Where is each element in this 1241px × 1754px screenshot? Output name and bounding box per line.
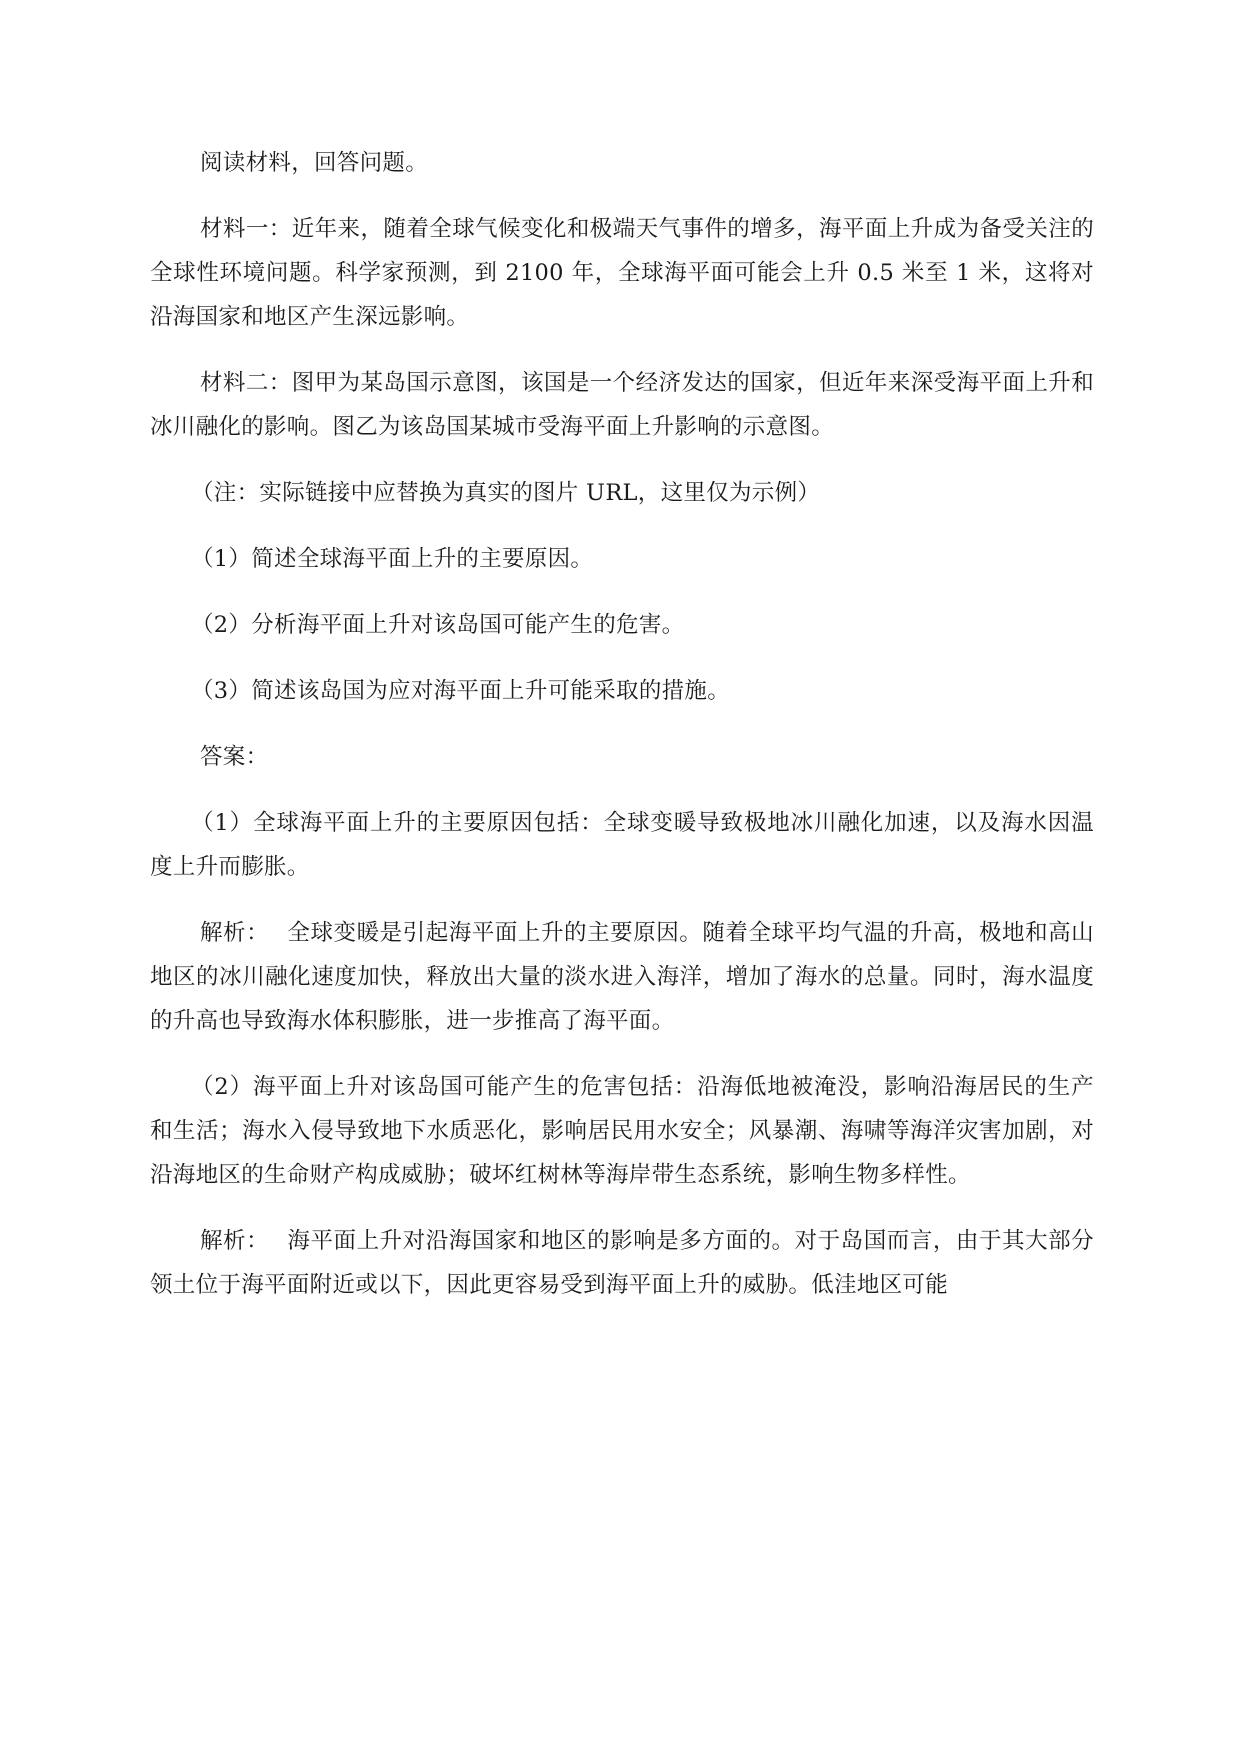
question-2: （2）分析海平面上升对该岛国可能产生的危害。 xyxy=(191,612,685,638)
analysis-text: 海平面上升对沿海国家和地区的影响是多方面的。对于岛国而言，由于其大部分领土位于海平面附近或以下，因此更容易受到海平面上升的威胁。低洼地区可能 xyxy=(150,1228,1094,1298)
answer-heading: 答案： xyxy=(200,744,269,770)
question-1: （1）简述全球海平面上升的主要原因。 xyxy=(191,546,594,572)
note-paragraph: （注：实际链接中应替换为真实的图片 URL，这里仅为示例） xyxy=(191,480,821,506)
analysis-label: 解析： xyxy=(200,920,270,946)
answer-1: （1）全球海平面上升的主要原因包括：全球变暖导致极地冰川融化加速，以及海水因温度上升而膨胀。 xyxy=(150,810,1094,880)
analysis-2 xyxy=(150,1219,1094,1307)
question-3: （3）简述该岛国为应对海平面上升可能采取的措施。 xyxy=(191,678,731,704)
answer-2: （2）海平面上升对该岛国可能产生的危害包括：沿海低地被淹没，影响沿海居民的生产和生活；海水入侵导致地下水质恶化，影响居民用水安全；风暴潮、海啸等海洋灾害加剧，对沿海地区的生命财产构成威胁；破坏红树林等海岸带生态系统，影响生物多样性。 xyxy=(150,1074,1094,1188)
material-two-paragraph: 材料二：图甲为某岛国示意图，该国是一个经济发达的国家，但近年来深受海平面上升和冰川融化的影响。图乙为该岛国某城市受海平面上升影响的示意图。 xyxy=(150,370,1094,440)
analysis-label: 解析： xyxy=(200,1228,270,1254)
document-body xyxy=(150,141,1094,1329)
material-one-paragraph: 材料一：近年来，随着全球气候变化和极端天气事件的增多，海平面上升成为备受关注的全球性环境问题。科学家预测，到 2100 年，全球海平面可能会上升 0.5 米至 1 米，这将对沿海国家和地区产生深远影响。 xyxy=(150,216,1094,330)
analysis-1 xyxy=(150,911,1094,1043)
analysis-text: 全球变暖是引起海平面上升的主要原因。随着全球平均气温的升高，极地和高山地区的冰川融化速度加快，释放出大量的淡水进入海洋，增加了海水的总量。同时，海水温度的升高也导致海水体积膨胀，进一步推高了海平面。 xyxy=(150,920,1094,1034)
instruction-paragraph: 阅读材料，回答问题。 xyxy=(200,150,429,176)
